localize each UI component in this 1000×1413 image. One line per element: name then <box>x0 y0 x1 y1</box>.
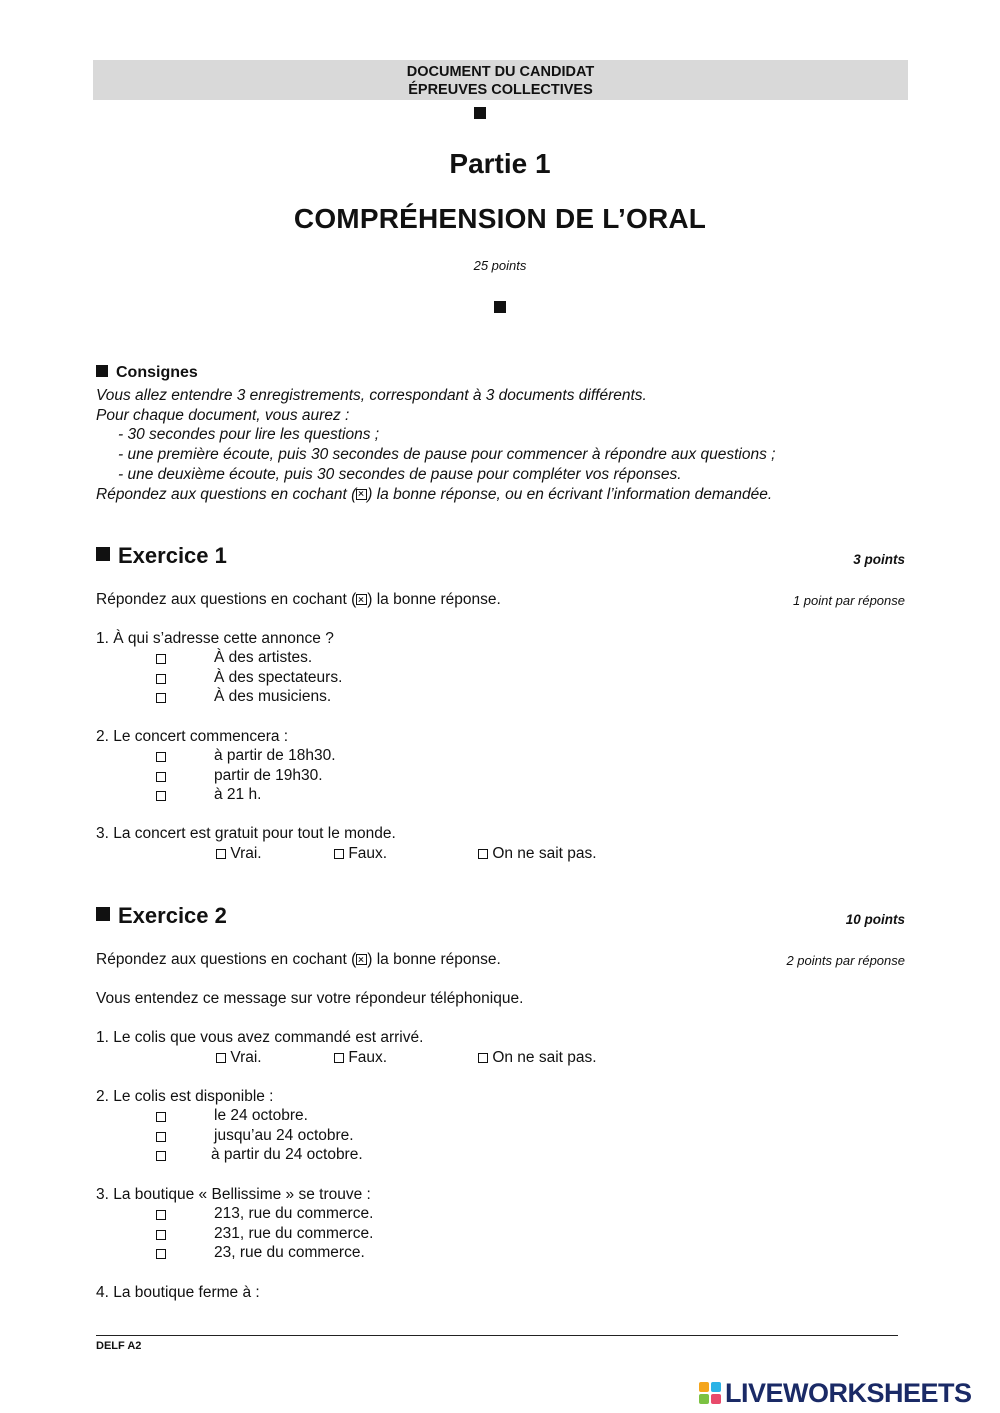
checkbox[interactable] <box>156 1132 166 1142</box>
ex2-q2-option: jusqu’au 24 octobre. <box>214 1127 354 1144</box>
checkbox[interactable] <box>478 1053 488 1063</box>
ex1-q3-choice[interactable] <box>216 845 262 863</box>
header-line-1: DOCUMENT DU CANDIDAT <box>406 64 595 80</box>
ex2-q1-choice[interactable] <box>334 1049 387 1067</box>
brand-watermark <box>698 1378 972 1409</box>
instr-post: ) la bonne réponse. <box>367 591 501 608</box>
ex1-q1-option: À des musiciens. <box>214 688 332 705</box>
checkbox[interactable] <box>156 1151 166 1161</box>
checkbox[interactable] <box>156 1249 166 1259</box>
checkbox[interactable] <box>156 752 166 762</box>
section-title: COMPRÉHENSION DE L’ORAL <box>293 203 707 234</box>
choice-label: On ne sait pas. <box>492 1049 597 1066</box>
ex2-q3-option: 23, rue du commerce. <box>214 1244 365 1261</box>
ex2-q3-option: 213, rue du commerce. <box>214 1205 374 1222</box>
exercise-1-instructions <box>96 591 501 609</box>
total-points: 25 points <box>473 258 527 273</box>
ex2-q2-option: à partir du 24 octobre. <box>211 1146 363 1163</box>
square-bullet-icon <box>474 107 486 119</box>
instr-pre: Répondez aux questions en cochant ( <box>96 951 357 968</box>
exercise-2-per-response: 2 points par réponse <box>786 953 905 968</box>
checkbox[interactable] <box>334 1053 344 1063</box>
checkbox[interactable] <box>334 849 344 859</box>
choice-label: Faux. <box>348 1049 388 1066</box>
liveworksheets-logo-icon <box>698 1381 722 1405</box>
checkbox[interactable] <box>156 1230 166 1240</box>
checkbox[interactable] <box>478 849 488 859</box>
square-bullet-icon <box>494 301 506 313</box>
checkbox[interactable] <box>156 654 166 664</box>
ex1-q2-option: partir de 19h30. <box>214 767 323 784</box>
square-bullet-icon <box>96 365 108 377</box>
ex1-q2-option: à partir de 18h30. <box>214 747 336 764</box>
ex1-question-2: 2. Le concert commencera : <box>96 728 289 745</box>
square-bullet-icon <box>96 547 110 561</box>
exercise-2-title <box>96 903 227 929</box>
checkbox[interactable] <box>156 674 166 684</box>
consignes-line: Pour chaque document, vous aurez : <box>96 406 350 424</box>
exercise-2-label: Exercice 2 <box>118 903 227 928</box>
ex1-q1-option: À des artistes. <box>214 649 313 666</box>
ex2-question-1: 1. Le colis que vous avez commandé est arrivé. <box>96 1029 424 1046</box>
consignes-line: - une deuxième écoute, puis 30 secondes de pause pour compléter vos réponses. <box>118 465 682 483</box>
checkbox[interactable] <box>156 1112 166 1122</box>
instr-pre: Répondez aux questions en cochant ( <box>96 591 357 608</box>
checkbox[interactable] <box>156 693 166 703</box>
document-header <box>93 60 908 100</box>
checked-box-icon <box>356 594 367 605</box>
checkbox[interactable] <box>216 1053 226 1063</box>
exercise-2-instructions <box>96 951 501 969</box>
checked-box-icon <box>356 489 367 500</box>
ex1-question-3: 3. La concert est gratuit pour tout le monde. <box>96 825 396 842</box>
choice-label: On ne sait pas. <box>492 845 597 862</box>
consignes-heading <box>96 364 198 382</box>
consignes-line: - 30 secondes pour lire les questions ; <box>118 426 380 444</box>
consignes-line: Vous allez entendre 3 enregistrements, correspondant à 3 documents différents. <box>96 387 647 404</box>
ex2-q3-option: 231, rue du commerce. <box>214 1225 374 1242</box>
footer-divider <box>96 1335 898 1336</box>
instr-post: ) la bonne réponse. <box>367 951 501 968</box>
consignes-line: - une première écoute, puis 30 secondes de pause pour commencer à répondre aux questions ; <box>118 446 776 464</box>
consignes-title: Consignes <box>116 364 198 381</box>
brand-name: LIVEWORKSHEETS <box>725 1378 972 1408</box>
ex2-question-2: 2. Le colis est disponible : <box>96 1088 274 1105</box>
checkbox[interactable] <box>156 1210 166 1220</box>
ex2-question-4: 4. La boutique ferme à : <box>96 1284 260 1301</box>
choice-label: Vrai. <box>230 845 262 862</box>
ex2-question-3: 3. La boutique « Bellissime » se trouve : <box>96 1186 371 1203</box>
square-bullet-icon <box>96 907 110 921</box>
exercise-2-intro: Vous entendez ce message sur votre répondeur téléphonique. <box>96 990 524 1007</box>
exercise-1-per-response: 1 point par réponse <box>792 593 905 608</box>
choice-label: Vrai. <box>230 1049 262 1066</box>
ex1-q3-choice[interactable] <box>478 845 597 863</box>
consignes-last-pre: Répondez aux questions en cochant ( <box>96 485 357 503</box>
checkbox[interactable] <box>156 791 166 801</box>
consignes-line <box>96 485 896 505</box>
ex1-q2-option: à 21 h. <box>214 786 262 803</box>
exercise-1-points: 3 points <box>853 552 905 567</box>
exercise-1-title <box>96 543 227 569</box>
exercise-2-points: 10 points <box>845 912 905 927</box>
header-line-2: ÉPREUVES COLLECTIVES <box>408 82 593 98</box>
ex1-q1-option: À des spectateurs. <box>214 669 343 686</box>
choice-label: Faux. <box>348 845 388 862</box>
ex2-q2-option: le 24 octobre. <box>214 1107 308 1124</box>
checkbox[interactable] <box>216 849 226 859</box>
exercise-1-label: Exercice 1 <box>118 543 227 568</box>
part-title: Partie 1 <box>449 148 551 179</box>
checkbox[interactable] <box>156 772 166 782</box>
footer-label: DELF A2 <box>96 1340 142 1352</box>
ex1-question-1: 1. À qui s’adresse cette annonce ? <box>96 630 334 647</box>
ex2-q1-choice[interactable] <box>216 1049 262 1067</box>
ex2-q1-choice[interactable] <box>478 1049 597 1067</box>
consignes-last-post: ) la bonne réponse, ou en écrivant l’information demandée. <box>367 485 773 503</box>
consignes-text <box>96 386 896 504</box>
ex1-q3-choice[interactable] <box>334 845 387 863</box>
checked-box-icon <box>356 954 367 965</box>
